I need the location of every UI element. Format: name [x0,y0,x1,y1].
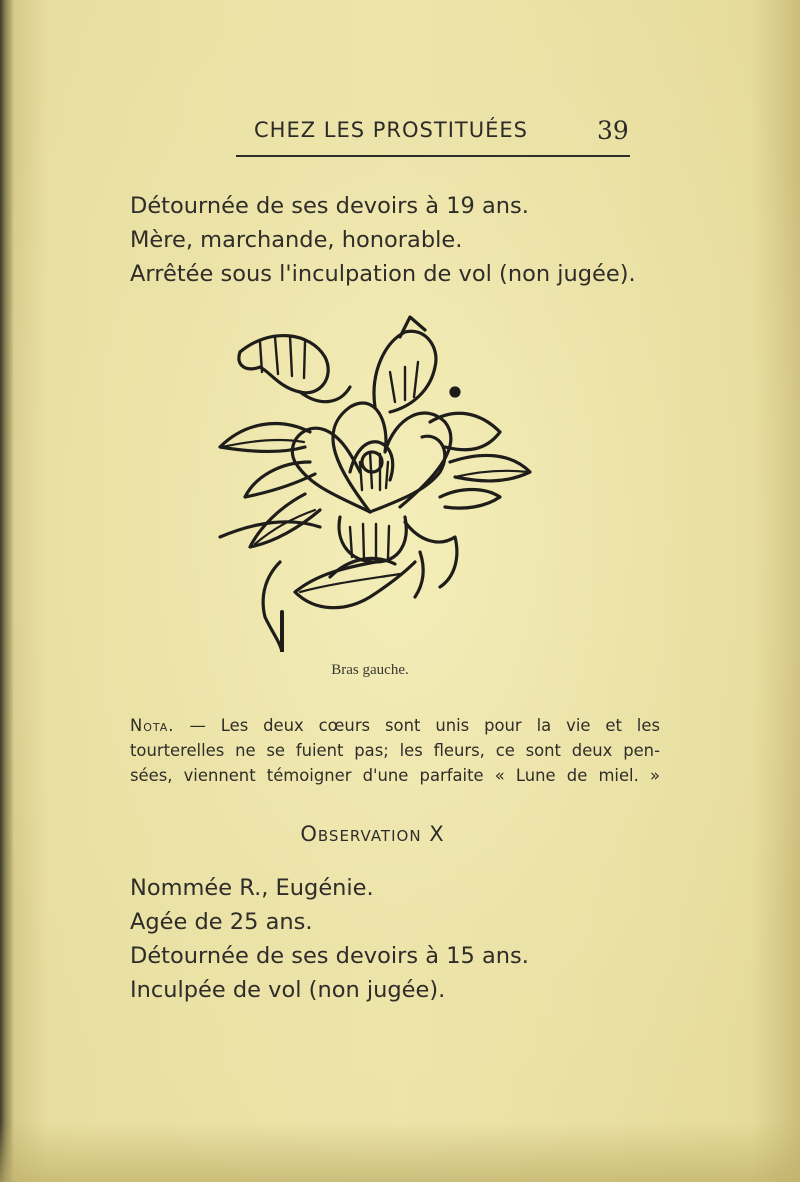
nota-line-1-text: — Les deux cœurs sont unis pour la vie et les [189,716,660,735]
entry-line: Mère, marchande, honorable. [130,227,463,253]
observation-entry [130,871,529,1007]
entry-line: Agée de 25 ans. [130,909,313,935]
entry-line: Nommée R., Eugénie. [130,875,374,901]
header-rule [236,155,630,157]
observation-heading: Observation X [300,822,445,846]
entry-line: Arrêtée sous l'inculpation de vol (non jugée). [130,261,636,287]
nota-paragraph [130,713,660,788]
entry-line: Inculpée de vol (non jugée). [130,977,446,1003]
flower-tattoo-illustration [200,312,540,652]
running-title: CHEZ LES PROSTITUÉES [254,118,528,142]
page-bottom-stain [0,1122,800,1182]
entry-line: Détournée de ses devoirs à 15 ans. [130,943,529,969]
nota-line-2: tourterelles ne se fuient pas; les fleurs, ce sont deux pen- [130,741,660,760]
nota-line-3: sées, viennent témoigner d'une parfaite « Lune de miel. » [130,766,660,785]
page-gutter-shadow [0,0,14,1182]
page-number: 39 [597,116,629,145]
nota-line-1 [130,713,660,738]
figure-caption: Bras gauche. [331,662,409,678]
previous-entry [130,189,636,291]
nota-label: Nota. [130,716,175,735]
entry-line: Détournée de ses devoirs à 19 ans. [130,193,529,219]
